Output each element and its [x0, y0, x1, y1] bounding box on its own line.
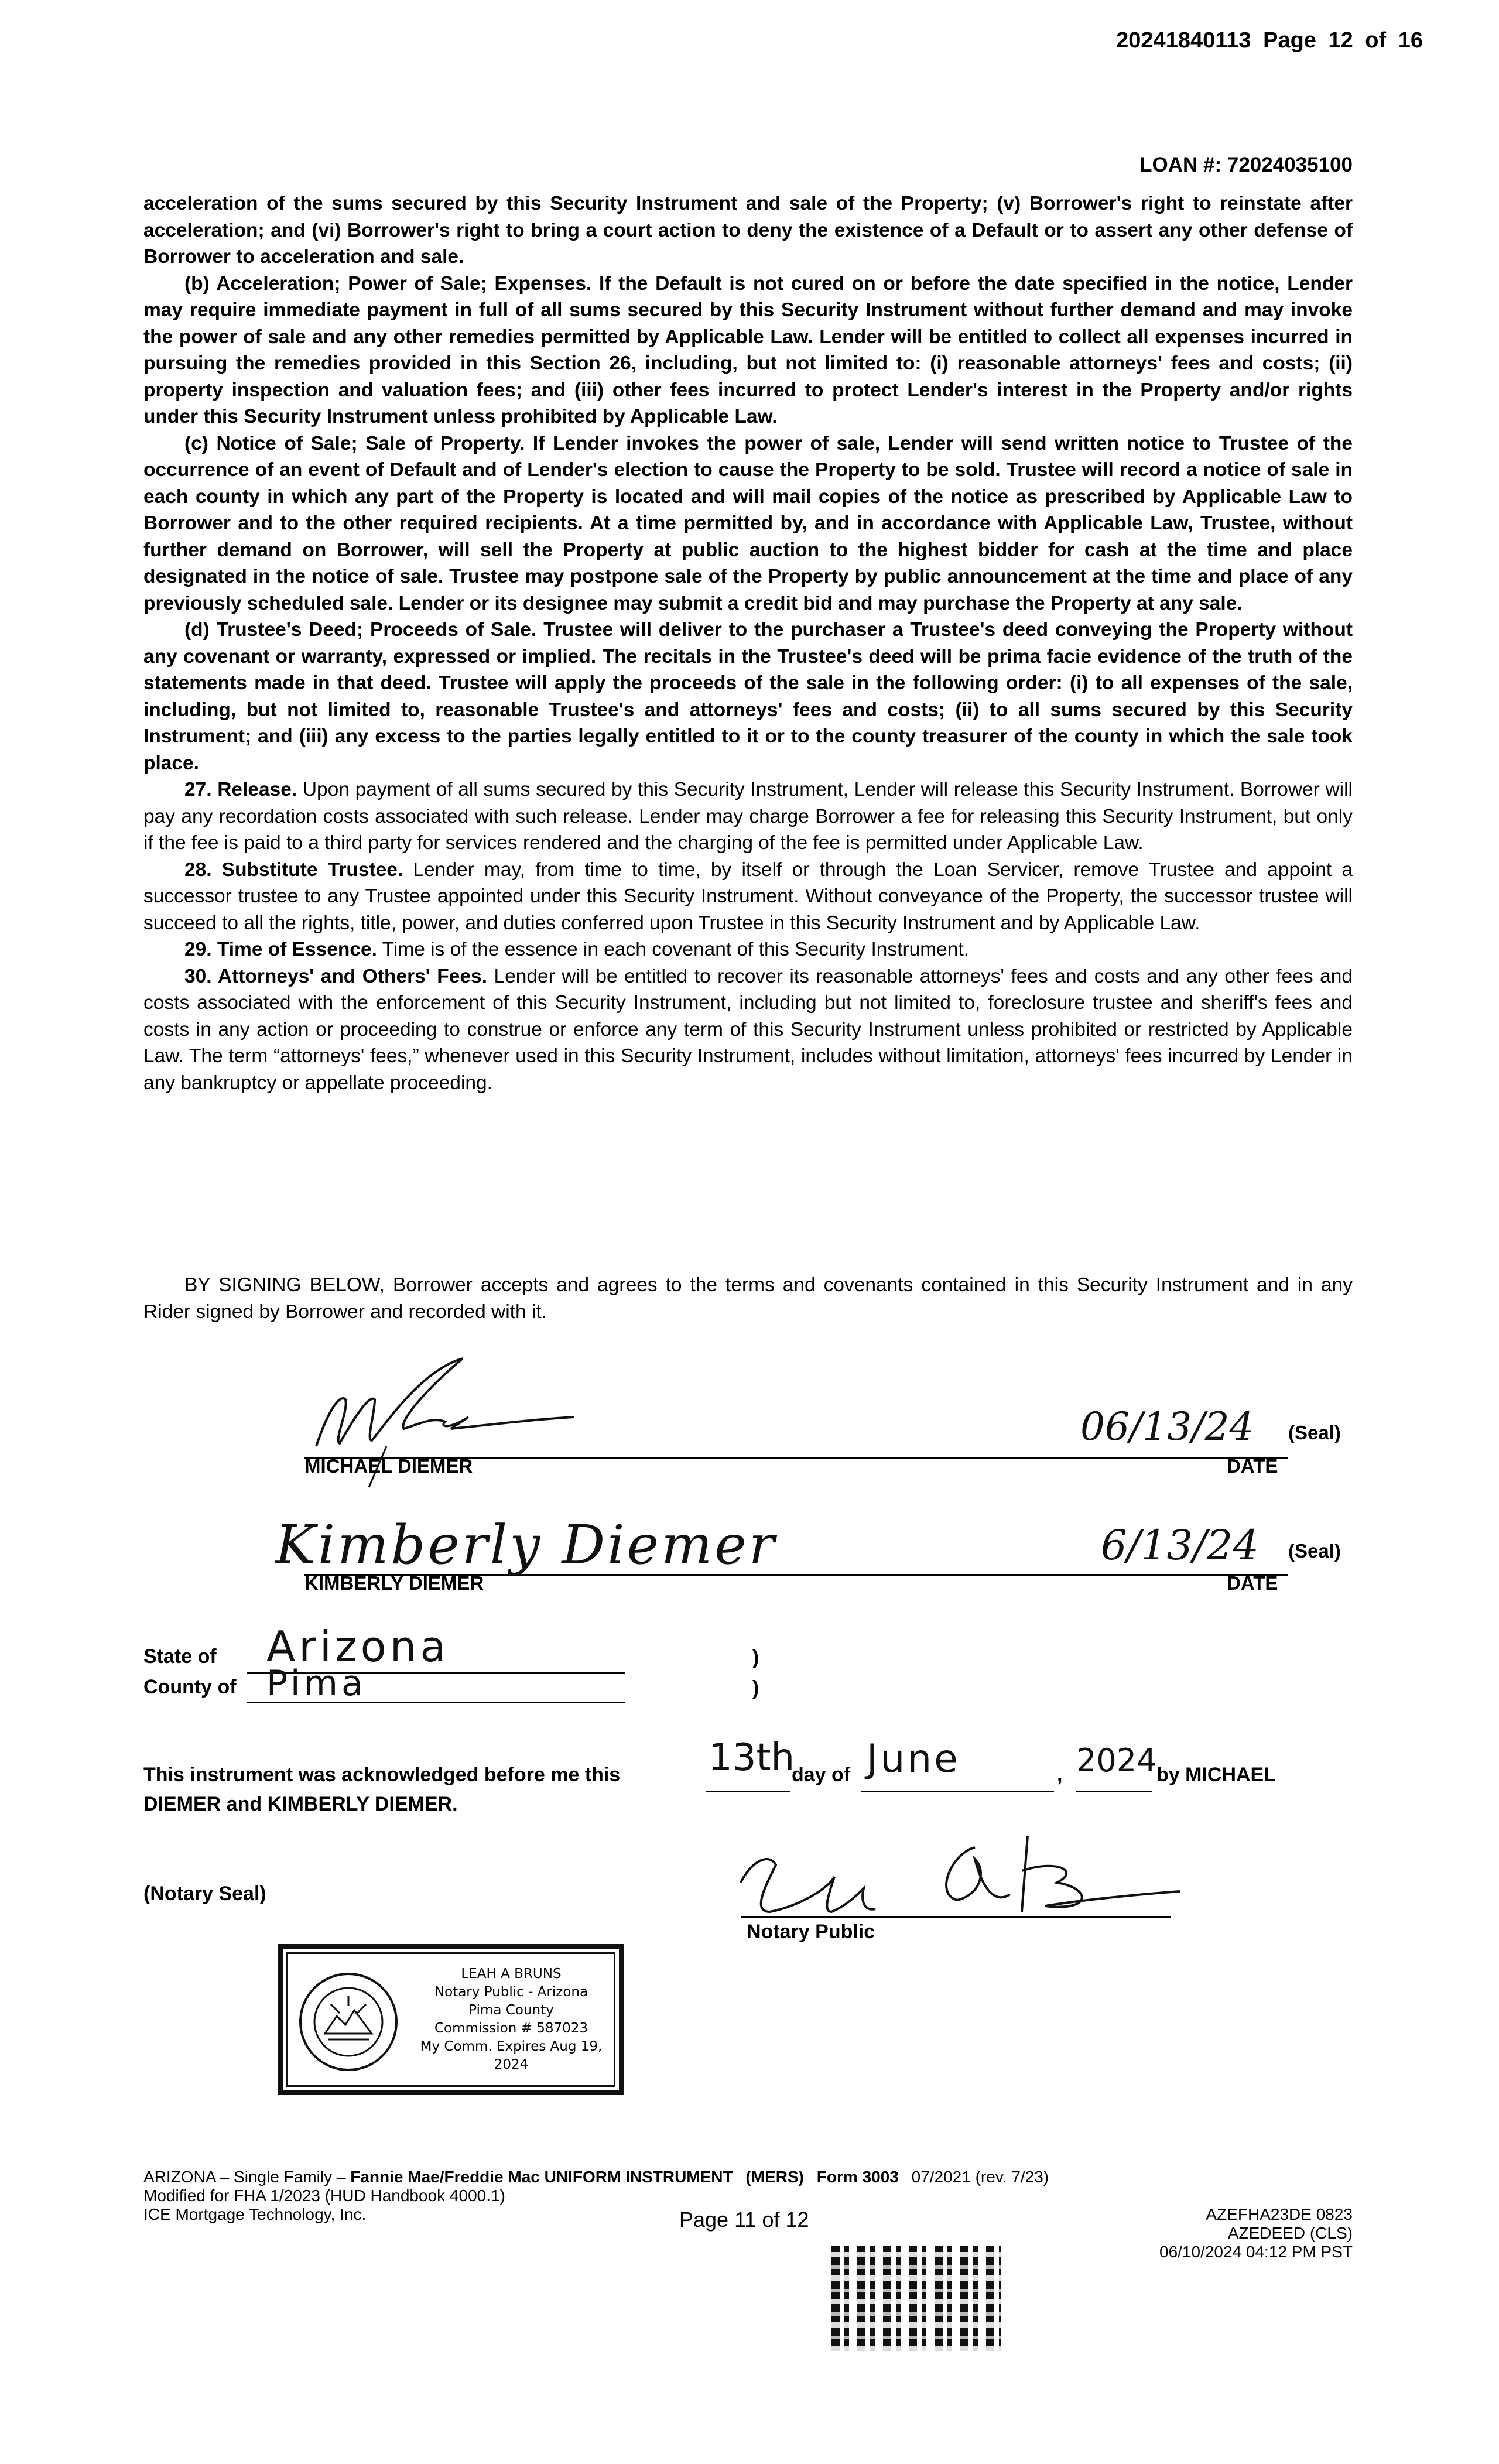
stamp-name: LEAH A BRUNS: [461, 1966, 562, 1982]
section-29-text: Time is of the essence in each covenant of this Security Instrument.: [382, 939, 970, 960]
month-line: [861, 1791, 1054, 1792]
document-body: [143, 190, 1353, 1096]
handwritten-date-1: 06/13/24: [1080, 1404, 1254, 1449]
section-30: [143, 963, 1353, 1097]
stamp-commission: Commission # 587023: [434, 2021, 588, 2036]
section-28-text: Lender may, from time to time, by itself or through the Loan Servicer, remove Trustee and appoint a successor trustee to any Trustee appointed under this Security Instrument. Without conveyance of the Property, the successor trustee will succeed to all the rights, title, power, and duties conferred upon Trustee in this Security Instrument and by Applicable Law.: [143, 858, 1353, 934]
acknowledgment-text-2: day of: [792, 1764, 851, 1786]
stamp-title: Notary Public - Arizona: [434, 1984, 588, 2000]
acknowledgment-comma: ,: [1057, 1764, 1063, 1786]
page-header: [1116, 28, 1423, 53]
acknowledgment-text-3: by MICHAEL: [1156, 1764, 1276, 1786]
section-28: [143, 857, 1353, 937]
signer-name-1: MICHAEL DIEMER: [304, 1455, 473, 1477]
footer-code-1: AZEFHA23DE 0823: [1206, 2205, 1353, 2223]
footer-form-date: 07/2021 (rev. 7/23): [911, 2168, 1049, 2186]
notary-signature: [729, 1824, 1186, 1935]
section-28-heading: 28. Substitute Trustee.: [184, 858, 403, 881]
county-paren: ): [752, 1677, 759, 1699]
footer-line-1: [143, 2168, 1049, 2186]
paragraph-b: (b) Acceleration; Power of Sale; Expenses. If the Default is not cured on or before the date specified in the notice, Lender may require immediate payment in full of all sums secured by this Security Instrument without further demand and may invoke the power of sale and any other remedies permitted by Applicable Law. Lender will be entitled to collect all expenses incurred in pursuing the remedies provided in this Section 26, including, but not limited to: (i) reasonable attorneys' fees and costs; (ii) property inspection and valuation fees; and (iii) other fees incurred to protect Lender's interest in the Property and/or rights under this Security Instrument unless prohibited by Applicable Law.: [143, 272, 1353, 427]
stamp-text: [406, 1965, 617, 2074]
seal-label-2: (Seal): [1288, 1540, 1341, 1562]
signature-michael-diemer: [304, 1358, 580, 1493]
footer-mers: (MERS): [745, 2168, 804, 2186]
paragraph-continued: acceleration of the sums secured by this Security Instrument and sale of the Property; (v) Borrower's right to reinstate after acceleration; and (vi) Borrower's right to bring a court action to deny the existence of a Default or to assert any other defense of Borrower to acceleration and sale.: [143, 193, 1353, 268]
stamp-expiry: My Comm. Expires Aug 19, 2024: [420, 2039, 603, 2072]
signer-name-2: KIMBERLY DIEMER: [304, 1572, 484, 1594]
day-line: [706, 1791, 790, 1792]
section-27: [143, 776, 1353, 857]
section-29-heading: 29. Time of Essence.: [184, 939, 377, 960]
footer-code-2: AZEDEED (CLS): [1227, 2224, 1353, 2242]
date-label-1: DATE: [1227, 1455, 1278, 1477]
footer-instrument: Fannie Mae/Freddie Mac UNIFORM INSTRUMENT: [350, 2168, 733, 2186]
section-27-heading: 27. Release.: [184, 779, 297, 800]
section-27-text: Upon payment of all sums secured by this Security Instrument, Lender will release this Security Instrument. Borrower will pay any recordation costs associated with such release. Lender may charge Borrower a fee for releasing this Security Instrument, but only if the fee is paid to a third party for services rendered and the charging of the fee is permitted under Applicable Law.: [143, 779, 1353, 854]
signing-statement: BY SIGNING BELOW, Borrower accepts and agrees to the terms and covenants contained in this Security Instrument and in any Rider signed by Borrower and recorded with it.: [143, 1274, 1353, 1323]
year-line: [1076, 1791, 1152, 1792]
year-value: 2024: [1076, 1742, 1157, 1779]
day-value: 13th: [709, 1736, 795, 1779]
notary-public-label: Notary Public: [747, 1921, 875, 1943]
month-value: June: [867, 1736, 960, 1781]
footer-line-3: ICE Mortgage Technology, Inc.: [143, 2205, 367, 2223]
stamp-county: Pima County: [468, 2003, 554, 2018]
date-label-2: DATE: [1227, 1572, 1278, 1594]
section-30-text: Lender will be entitled to recover its reasonable attorneys' fees and costs and any other fees and costs associated with the enforcement of this Security Instrument, including but not limited to, foreclosure trustee and sheriff's fees and costs in any action or proceeding to construe or enforce any term of this Security Instrument unless prohibited or restricted by Applicable Law. The term “attorneys' fees,” whenever used in this Security Instrument, includes without limitation, attorneys' fees incurred by Lender in any bankruptcy or appellate proceeding.: [143, 965, 1353, 1094]
paragraph-c: (c) Notice of Sale; Sale of Property. If Lender invokes the power of sale, Lender will send written notice to Trustee of the occurrence of an event of Default and of Lender's election to cause the Property to be sold. Trustee will record a notice of sale in each county in which any part of the Property is located and will mail copies of the notice as prescribed by Applicable Law to Borrower and to the other required recipients. At a time permitted by, and in accordance with Applicable Law, Trustee, without further demand on Borrower, will sell the Property at public auction to the highest bidder for cash at the time and place designated in the notice of sale. Trustee may postpone sale of the Property by public announcement at the time and place of any previously scheduled sale. Lender or its designee may submit a credit bid and may purchase the Property at any sale.: [143, 432, 1353, 614]
loan-number: LOAN #: 72024035100: [1139, 153, 1353, 176]
barcode-pattern: [831, 2246, 1001, 2351]
footer-line-2: Modified for FHA 1/2023 (HUD Handbook 4000.1): [143, 2186, 505, 2205]
paragraph-d: (d) Trustee's Deed; Proceeds of Sale. Trustee will deliver to the purchaser a Trustee's deed conveying the Property without any covenant or warranty, expressed or implied. The recitals in the Trustee's deed will be prima facie evidence of the truth of the statements made in that deed. Trustee will apply the proceeds of the sale in the following order: (i) to all expenses of the sale, including, but not limited to, reasonable Trustee's and attorneys' fees and costs; (ii) to all sums secured by this Security Instrument; and (iii) any excess to the parties legally entitled to it or to the county treasurer of the county in which the sale took place.: [143, 619, 1353, 774]
handwritten-date-2: 6/13/24: [1101, 1521, 1259, 1569]
footer-page: Page 11 of 12: [679, 2208, 809, 2232]
notary-seal-label: (Notary Seal): [143, 1883, 266, 1905]
section-30-heading: 30. Attorneys' and Others' Fees.: [184, 965, 487, 987]
state-label: State of: [143, 1645, 217, 1668]
county-label: County of: [143, 1676, 237, 1698]
footer-form: Form 3003: [816, 2168, 899, 2186]
state-paren: ): [752, 1647, 759, 1669]
footer-code-3: 06/10/2024 04:12 PM PST: [1159, 2243, 1353, 2261]
signature-kimberly-diemer: Kimberly Diemer: [275, 1514, 777, 1576]
state-value: Arizona: [266, 1622, 450, 1671]
document-number: 20241840113: [1116, 28, 1251, 53]
notary-stamp: [278, 1944, 624, 2095]
barcode-icon: [831, 2246, 1001, 2351]
county-value: Pima: [266, 1663, 367, 1704]
footer-state: ARIZONA – Single Family –: [143, 2168, 346, 2186]
seal-label-1: (Seal): [1288, 1422, 1341, 1443]
section-29: [143, 936, 1353, 963]
acknowledgment-text-1: This instrument was acknowledged before me this: [143, 1764, 621, 1786]
page-label: Page 12 of 16: [1263, 28, 1423, 53]
arizona-seal-icon: [296, 1969, 401, 2075]
acknowledgment-text-4: DIEMER and KIMBERLY DIEMER.: [143, 1793, 458, 1815]
footer-codes: [1159, 2205, 1353, 2261]
